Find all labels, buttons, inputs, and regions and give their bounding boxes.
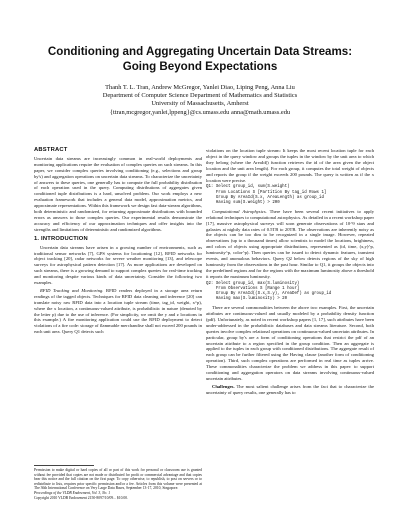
right-paragraph-1: violations on the location tuple stream: It keeps the most recent location tuple for each object in the query window and groups the tuples in the window by the unit area to which they belong (where the AreaId() function retrieves the id of the area given the object location and the unit area length). For each group, it computes the total weight of objects and reports the group if the weight exceeds 200 pounds. The query is written as if the x location were precise. <box>206 148 374 183</box>
query-q1: Q1: Select group_id, sum(S.weight) From Locations S [Partition By tag_id Rows 1] Group By AreaId(S.x, AreaLength) as group_id Having sum(S.weight) > 200 <box>206 185 327 205</box>
copyright-line: Copyright 2010 VLDB Endowment 2150-8097/10/09... $10.00. <box>34 495 128 500</box>
intro-heading: 1. INTRODUCTION <box>34 235 88 242</box>
affiliation-university: University of Massachusetts, Amherst <box>151 100 249 108</box>
right-paragraph-4 <box>206 384 374 396</box>
abstract-heading: ABSTRACT <box>34 147 68 153</box>
left-column <box>34 148 202 337</box>
title-line-2: Going Beyond Expectations <box>122 60 278 73</box>
right-paragraph-2 <box>206 209 374 280</box>
proceedings-line: Proceedings of the VLDB Endowment, Vol. 3, No. 1 <box>34 490 111 495</box>
footnote-rule <box>34 465 94 466</box>
challenges-text: The most salient challenge arises from the fact that to characterize the uncertainty of query results, one generally has to <box>206 383 374 395</box>
intro-paragraph-2 <box>34 288 202 335</box>
paper-title <box>20 44 380 74</box>
query-q2: Q2: Select group_id, max(S.luminosity) From Observations S [Range 1 hour] Group By AreaId((S.x,S.y), AreaDef) as group_id Having max(S.luminosity) > 20 <box>206 281 332 301</box>
author-emails: {ttran,mcgregor,yanlei,lppeng}@cs.umass.edu anna@math.umass.edu <box>109 108 291 116</box>
rfid-lead: RFID Tracking and Monitoring. <box>40 287 104 293</box>
title-line-1: Conditioning and Aggregating Uncertain Data Streams: <box>47 45 353 58</box>
abstract-text: Uncertain data streams are increasingly common in real-world deployments and monitoring applications require the evaluation of complex queries on such streams. In this paper, we consider complex queries involving conditioning (e.g., selections and group by's) and aggregation operations on uncertain data streams. To characterize the uncertainty of answers to these queries, one generally has to compute the full probability distribution of each operation used in the query. Computing distributions of aggregates given conditioned tuple distributions is a hard, unsolved problem. Our work employs a new evaluation framework that includes a general data model, approximation metrics, and approximate representations. Within this framework we design fast data-stream algorithms, both deterministic and randomized, for returning approximate distributions with bounded errors as answers to those complex queries. Our experimental results demonstrate the accuracy and efficiency of our approximation techniques and offer insights into the strengths and limitations of deterministic and randomized algorithms. <box>34 155 202 232</box>
affiliation-departments: Department of Computer Science Department of Mathematics and Statistics <box>102 92 298 100</box>
intro-paragraph-1: Uncertain data streams have arisen in a growing number of environments, such as traditional sensor networks [7], GPS systems for locationing [12], RFID networks for object tracking [20], radar networks for severe weather monitoring [13], and telescope surveys for astrophysical pattern detection [17]. As more applications are developed on such streams, there is a growing demand to support complex queries for real-time tracking and monitoring despite various kinds of data uncertainty. Consider the following two examples. <box>34 244 202 286</box>
right-paragraph-3: There are several commonalities between the above two examples. First, the uncertain attributes are continuous-valued and usually modeled by a probability density function (pdf). Unfortunately, as noted in recent workshop papers [1, 17], such attributes have been under-addressed in the probabilistic databases and data streams literature. Second, both queries involve complex relational operations on continuous-valued uncertain attributes. In particular, group by's are a form of conditioning operations that restrict the pdf of an uncertain attribute to a region specified in the group condition. Then an aggregate is applied to the tuples in each group with conditioned distributions. The aggregate result of each group can be further filtered using the Having clause (another form of conditioning operation). Third, such complex operations are performed in real time as tuples arrive. These commonalities characterize the problem we address in this paper: to support conditioning and aggregation operators on data streams involving continuous-valued uncertain attributes. <box>206 305 374 381</box>
right-column <box>206 148 374 398</box>
rfid-text: RFID readers deployed in a storage area return readings of the tagged objects. Techniques for RFID data cleaning and inference [20] can translate noisy raw RFID data into a location tuple stream (time, tag_id, weight, x^p), where the x location, a continuous-valued attribute, is probabilistic in nature (denoted by the letter p) due to the use of inference. (For simplicity, we omit the y and z locations in this example.) A fire monitoring application could use the RFID deployment to detect violations of a fire code: storage of flammable merchandise shall not exceed 200 pounds in each unit area. Query Q1 detects such <box>34 287 202 335</box>
astro-text: There have been several recent initiatives to apply relational techniques to computational astrophysics. As detailed in a recent workshop paper [17], massive astrophysical surveys will soon generate observations of 10^9 stars and galaxies at nightly data rates of 0.5TB to 20TB. The observations are inherently noisy as the objects can be too dim to be recognized in a single image. However, repeated observations (up to a thousand times) allow scientists to model the locations, brightness, and colors of objects using appropriate distributions, represented as (id, time, (x,y)^p, luminosity^p, color^p). Then queries can be issued to detect dynamic features, transient events, and anomalous behaviors. Query Q2 below detects regions of the sky of high luminosity from the observations in the past hour. Similar to Q1, it groups the objects into the predefined regions and for the regions with the maximum luminosity above a threshold it reports the maximum luminosity. <box>206 208 374 279</box>
author-block <box>20 84 380 117</box>
author-names: Thanh T. L. Tran, Andrew McGregor, Yanlei Diao, Liping Peng, Anna Liu <box>105 84 295 91</box>
permission-text: Permission to make digital or hard copies of all or part of this work for personal or classroom use is granted without fee provided that copies are not made or distributed for profit or commercial advantage and that copies bear this notice and the full citation on the first page. To copy otherwise, to republish, to post on servers or to redistribute to lists, requires prior specific permission and/or a fee. Articles from this volume were presented at The 36th International Conference on Very Large Data Bases, September 13-17, 2010, Singapore. <box>34 468 202 491</box>
challenges-lead: Challenges. <box>212 383 235 389</box>
copyright-footnote <box>34 465 202 500</box>
astro-lead: Computational Astrophysics. <box>212 208 267 214</box>
